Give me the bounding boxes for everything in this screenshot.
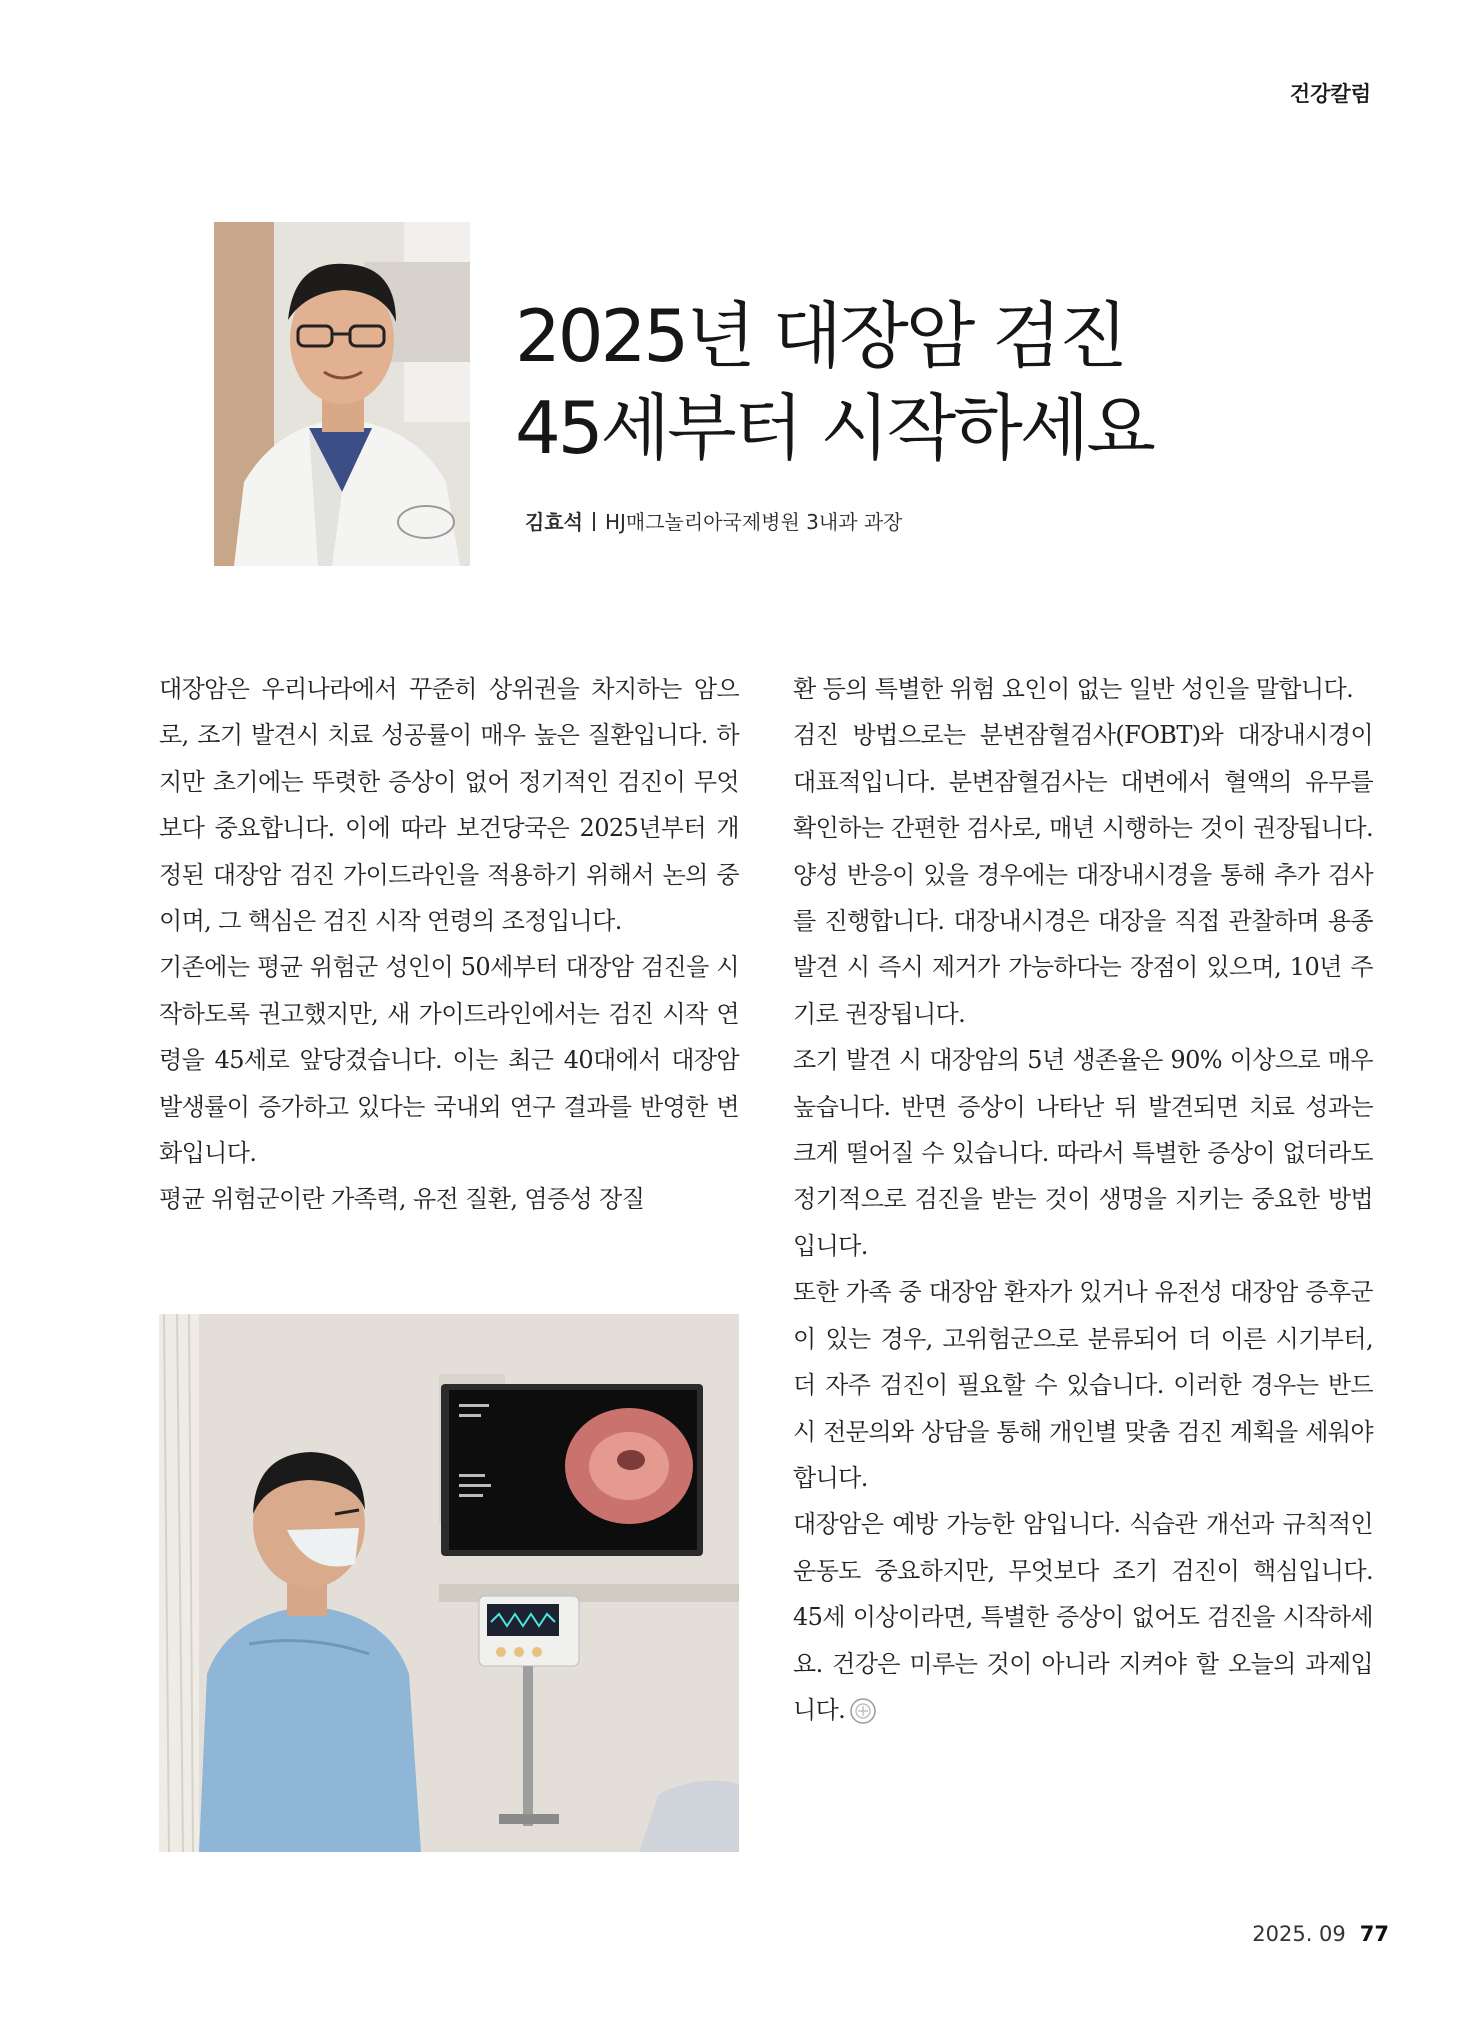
paragraph: 대장암은 우리나라에서 꾸준히 상위권을 차지하는 암으로, 조기 발견시 치료 성공률이 매우 높은 질환입니다. 하지만 초기에는 뚜렷한 증상이 없어 정기적인 검진이 무엇보다 중요합니다. 이에 따라 보건당국은 2025년부터 개정된 대장암 검진 가이드라인을 적용하기 위해서 논의 중이며, 그 핵심은 검진 시작 연령의 조정입니다. <box>159 675 739 936</box>
author-portrait <box>214 222 470 566</box>
page-footer <box>1252 1922 1389 1946</box>
paragraph: 환 등의 특별한 위험 요인이 없는 일반 성인을 말합니다. <box>793 675 1354 703</box>
title-line-2: 45세부터 시작하세요 <box>515 386 1153 470</box>
section-tag: 건강칼럼 <box>1289 82 1371 106</box>
end-mark-icon <box>849 1697 877 1725</box>
paragraph: 조기 발견 시 대장암의 5년 생존율은 90% 이상으로 매우 높습니다. 반면 증상이 나타난 뒤 발견되면 치료 성과는 크게 떨어질 수 있습니다. 따라서 특별한 증상이 없더라도 정기적으로 검진을 받는 것이 생명을 지키는 중요한 방법입니다. <box>793 1046 1373 1260</box>
paragraph: 검진 방법으로는 분변잠혈검사(FOBT)와 대장내시경이 대표적입니다. 분변잠혈검사는 대변에서 혈액의 유무를 확인하는 간편한 검사로, 매년 시행하는 것이 권장됩니다. 양성 반응이 있을 경우에는 대장내시경을 통해 추가 검사를 진행합니다. 대장내시경은 대장을 직접 관찰하며 용종 발견 시 즉시 제거가 가능하다는 장점이 있으며, 10년 주기로 권장됩니다. <box>793 721 1373 1028</box>
paragraph <box>793 1501 1373 1733</box>
byline-divider <box>593 512 595 531</box>
endoscopy-photo <box>159 1314 739 1852</box>
photo-image <box>159 1314 739 1852</box>
issue-date: 2025. 09 <box>1252 1922 1346 1946</box>
paragraph: 평균 위험군이란 가족력, 유전 질환, 염증성 장질 <box>159 1185 645 1214</box>
title-line-1: 2025년 대장암 검진 <box>515 294 1126 378</box>
paragraph: 또한 가족 중 대장암 환자가 있거나 유전성 대장암 증후군이 있는 경우, 고위험군으로 분류되어 더 이른 시기부터, 더 자주 검진이 필요할 수 있습니다. 이러한 경우는 반드시 전문의와 상담을 통해 개인별 맞춤 검진 계획을 세워야 합니다. <box>793 1278 1373 1492</box>
author-name: 김효석 <box>525 510 583 534</box>
byline <box>525 506 903 535</box>
article-title <box>515 290 1153 474</box>
portrait-image <box>214 222 470 566</box>
closing-text: 대장암은 예방 가능한 암입니다. 식습관 개선과 규칙적인 운동도 중요하지만, 무엇보다 조기 검진이 핵심입니다. 45세 이상이라면, 특별한 증상이 없어도 검진을 시작하세요. 건강은 미루는 것이 아니라 지켜야 할 오늘의 과제입니다. <box>793 1510 1373 1724</box>
paragraph: 기존에는 평균 위험군 성인이 50세부터 대장암 검진을 시작하도록 권고했지만, 새 가이드라인에서는 검진 시작 연령을 45세로 앞당겼습니다. 이는 최근 40대에서 대장암 발생률이 증가하고 있다는 국내외 연구 결과를 반영한 변화입니다. <box>159 953 739 1168</box>
body-column-right <box>793 666 1373 1733</box>
page-number: 77 <box>1359 1922 1389 1946</box>
body-column-left <box>159 666 739 1223</box>
author-affiliation: HJ매그놀리아국제병원 3내과 과장 <box>604 510 903 534</box>
